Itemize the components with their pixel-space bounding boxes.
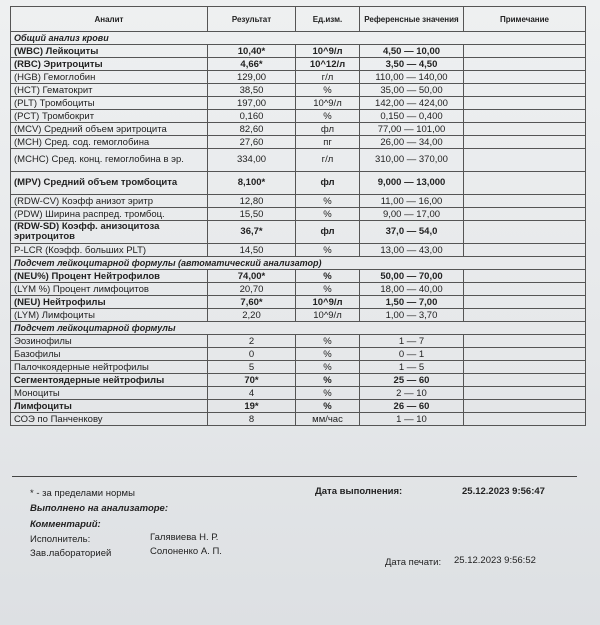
ref-cell: 142,00 — 424,00 <box>360 97 464 110</box>
table-row <box>11 110 586 123</box>
unit-cell: 10^12/л <box>296 58 360 71</box>
section-title: Подсчет лейкоцитарной формулы (автоматический анализатор) <box>11 257 586 270</box>
analyte-cell: (HCT) Гематокрит <box>11 84 208 97</box>
ref-cell: 37,0 — 54,0 <box>360 221 464 244</box>
table-row <box>11 45 586 58</box>
head-label: Зав.лабораторией <box>30 548 112 559</box>
table-row <box>11 208 586 221</box>
col-ref: Референсные значения <box>360 7 464 32</box>
analyte-cell: Базофилы <box>11 348 208 361</box>
result-cell: 7,60* <box>208 296 296 309</box>
result-cell: 197,00 <box>208 97 296 110</box>
result-cell: 36,7* <box>208 221 296 244</box>
unit-cell: пг <box>296 136 360 149</box>
col-note: Примечание <box>464 7 586 32</box>
result-cell: 27,60 <box>208 136 296 149</box>
analyte-cell: Эозинофилы <box>11 335 208 348</box>
ref-cell: 18,00 — 40,00 <box>360 283 464 296</box>
ref-cell: 50,00 — 70,00 <box>360 270 464 283</box>
unit-cell: % <box>296 374 360 387</box>
analyte-cell: (MPV) Средний объем тромбоцита <box>11 172 208 195</box>
analyte-cell: (NEU%) Процент Нейтрофилов <box>11 270 208 283</box>
unit-cell: % <box>296 348 360 361</box>
note-cell <box>464 335 586 348</box>
table-row <box>11 84 586 97</box>
analyte-cell: (WBC) Лейкоциты <box>11 45 208 58</box>
analyte-cell: (RDW-CV) Коэфф анизот эритр <box>11 195 208 208</box>
ref-cell: 2 — 10 <box>360 387 464 400</box>
ref-cell: 13,00 — 43,00 <box>360 244 464 257</box>
analyte-cell: (RDW-SD) Коэфф. анизоцитоза эритроцитов <box>11 221 208 244</box>
table-row <box>11 413 586 426</box>
executor-name: Галявиева Н. Р. <box>150 532 219 543</box>
analyte-cell: (NEU) Нейтрофилы <box>11 296 208 309</box>
table-row <box>11 400 586 413</box>
note-cell <box>464 348 586 361</box>
ref-cell: 1 — 7 <box>360 335 464 348</box>
ref-cell: 77,00 — 101,00 <box>360 123 464 136</box>
analyte-cell: Моноциты <box>11 387 208 400</box>
result-cell: 4,66* <box>208 58 296 71</box>
unit-cell: мм/час <box>296 413 360 426</box>
table-row <box>11 123 586 136</box>
note-cell <box>464 208 586 221</box>
done-label: Дата выполнения: <box>315 486 403 497</box>
unit-cell: г/л <box>296 71 360 84</box>
table-row <box>11 97 586 110</box>
note-cell <box>464 400 586 413</box>
analyte-cell: Палочкоядерные нейтрофилы <box>11 361 208 374</box>
result-cell: 8,100* <box>208 172 296 195</box>
table-row <box>11 270 586 283</box>
table-row <box>11 348 586 361</box>
unit-cell: % <box>296 208 360 221</box>
table-row <box>11 361 586 374</box>
unit-cell: фл <box>296 221 360 244</box>
section-header <box>11 32 586 45</box>
unit-cell: фл <box>296 123 360 136</box>
note-cell <box>464 97 586 110</box>
analyte-cell: (MCH) Сред. сод. гемоглобина <box>11 136 208 149</box>
analyzer-label: Выполнено на анализаторе: <box>30 503 168 514</box>
analyte-cell: СОЭ по Панченкову <box>11 413 208 426</box>
section-title: Подсчет лейкоцитарной формулы <box>11 322 586 335</box>
unit-cell: % <box>296 361 360 374</box>
analyte-cell: (LYM %) Процент лимфоцитов <box>11 283 208 296</box>
note-cell <box>464 110 586 123</box>
unit-cell: % <box>296 244 360 257</box>
result-cell: 15,50 <box>208 208 296 221</box>
analyte-cell: (PCT) Тромбокрит <box>11 110 208 123</box>
legend-note: * - за пределами нормы <box>30 488 135 499</box>
table-row <box>11 149 586 172</box>
unit-cell: 10^9/л <box>296 97 360 110</box>
ref-cell: 4,50 — 10,00 <box>360 45 464 58</box>
ref-cell: 0,150 — 0,400 <box>360 110 464 123</box>
table-row <box>11 58 586 71</box>
analyte-cell: (LYM) Лимфоциты <box>11 309 208 322</box>
ref-cell: 110,00 — 140,00 <box>360 71 464 84</box>
table-header <box>11 7 586 32</box>
note-cell <box>464 221 586 244</box>
result-cell: 74,00* <box>208 270 296 283</box>
note-cell <box>464 283 586 296</box>
result-cell: 2,20 <box>208 309 296 322</box>
unit-cell: % <box>296 335 360 348</box>
unit-cell: 10^9/л <box>296 45 360 58</box>
table-row <box>11 172 586 195</box>
section-header <box>11 322 586 335</box>
executor-label: Исполнитель: <box>30 534 91 545</box>
unit-cell: 10^9/л <box>296 309 360 322</box>
head-name: Солоненко А. П. <box>150 546 222 557</box>
note-cell <box>464 84 586 97</box>
note-cell <box>464 58 586 71</box>
note-cell <box>464 71 586 84</box>
result-cell: 20,70 <box>208 283 296 296</box>
analyte-cell: (MCV) Средний объем эритроцита <box>11 123 208 136</box>
ref-cell: 35,00 — 50,00 <box>360 84 464 97</box>
unit-cell: % <box>296 400 360 413</box>
note-cell <box>464 195 586 208</box>
unit-cell: % <box>296 110 360 123</box>
result-cell: 10,40* <box>208 45 296 58</box>
note-cell <box>464 387 586 400</box>
note-cell <box>464 123 586 136</box>
unit-cell: 10^9/л <box>296 296 360 309</box>
results-table <box>10 6 586 426</box>
unit-cell: фл <box>296 172 360 195</box>
table-row <box>11 136 586 149</box>
done-date: 25.12.2023 9:56:47 <box>462 486 545 497</box>
col-result: Результат <box>208 7 296 32</box>
unit-cell: % <box>296 84 360 97</box>
unit-cell: % <box>296 283 360 296</box>
table-row <box>11 244 586 257</box>
ref-cell: 26 — 60 <box>360 400 464 413</box>
result-cell: 19* <box>208 400 296 413</box>
note-cell <box>464 136 586 149</box>
note-cell <box>464 296 586 309</box>
table-row <box>11 283 586 296</box>
table-row <box>11 71 586 84</box>
table-row <box>11 374 586 387</box>
ref-cell: 1,00 — 3,70 <box>360 309 464 322</box>
section-header <box>11 257 586 270</box>
table-row <box>11 309 586 322</box>
table-row <box>11 296 586 309</box>
note-cell <box>464 361 586 374</box>
result-cell: 8 <box>208 413 296 426</box>
section-title: Общий анализ крови <box>11 32 586 45</box>
col-analyte: Аналит <box>11 7 208 32</box>
unit-cell: % <box>296 270 360 283</box>
table-row <box>11 221 586 244</box>
ref-cell: 1,50 — 7,00 <box>360 296 464 309</box>
note-cell <box>464 270 586 283</box>
unit-cell: % <box>296 195 360 208</box>
result-cell: 0 <box>208 348 296 361</box>
note-cell <box>464 374 586 387</box>
note-cell <box>464 172 586 195</box>
result-cell: 82,60 <box>208 123 296 136</box>
table-row <box>11 335 586 348</box>
result-cell: 2 <box>208 335 296 348</box>
analyte-cell: Сегментоядерные нейтрофилы <box>11 374 208 387</box>
ref-cell: 9,00 — 17,00 <box>360 208 464 221</box>
note-cell <box>464 309 586 322</box>
ref-cell: 25 — 60 <box>360 374 464 387</box>
comments-label: Комментарий: <box>30 519 101 530</box>
result-cell: 38,50 <box>208 84 296 97</box>
analyte-cell: P-LCR (Коэфф. больших PLT) <box>11 244 208 257</box>
ref-cell: 11,00 — 16,00 <box>360 195 464 208</box>
analyte-cell: (MCHC) Сред. конц. гемоглобина в эр. <box>11 149 208 172</box>
result-cell: 4 <box>208 387 296 400</box>
analyte-cell: (RBC) Эритроциты <box>11 58 208 71</box>
ref-cell: 1 — 5 <box>360 361 464 374</box>
unit-cell: г/л <box>296 149 360 172</box>
note-cell <box>464 413 586 426</box>
note-cell <box>464 45 586 58</box>
analyte-cell: (PLT) Тромбоциты <box>11 97 208 110</box>
analyte-cell: (HGB) Гемоглобин <box>11 71 208 84</box>
result-cell: 129,00 <box>208 71 296 84</box>
result-cell: 14,50 <box>208 244 296 257</box>
unit-cell: % <box>296 387 360 400</box>
footer-divider <box>12 476 577 477</box>
result-cell: 12,80 <box>208 195 296 208</box>
analyte-cell: (PDW) Ширина распред. тромбоц. <box>11 208 208 221</box>
print-date: 25.12.2023 9:56:52 <box>454 555 536 566</box>
table-row <box>11 195 586 208</box>
ref-cell: 0 — 1 <box>360 348 464 361</box>
print-label: Дата печати: <box>385 557 442 568</box>
result-cell: 70* <box>208 374 296 387</box>
ref-cell: 9,000 — 13,000 <box>360 172 464 195</box>
ref-cell: 1 — 10 <box>360 413 464 426</box>
ref-cell: 3,50 — 4,50 <box>360 58 464 71</box>
result-cell: 334,00 <box>208 149 296 172</box>
ref-cell: 26,00 — 34,00 <box>360 136 464 149</box>
col-unit: Ед.изм. <box>296 7 360 32</box>
table-row <box>11 387 586 400</box>
ref-cell: 310,00 — 370,00 <box>360 149 464 172</box>
note-cell <box>464 244 586 257</box>
result-cell: 5 <box>208 361 296 374</box>
result-cell: 0,160 <box>208 110 296 123</box>
note-cell <box>464 149 586 172</box>
analyte-cell: Лимфоциты <box>11 400 208 413</box>
